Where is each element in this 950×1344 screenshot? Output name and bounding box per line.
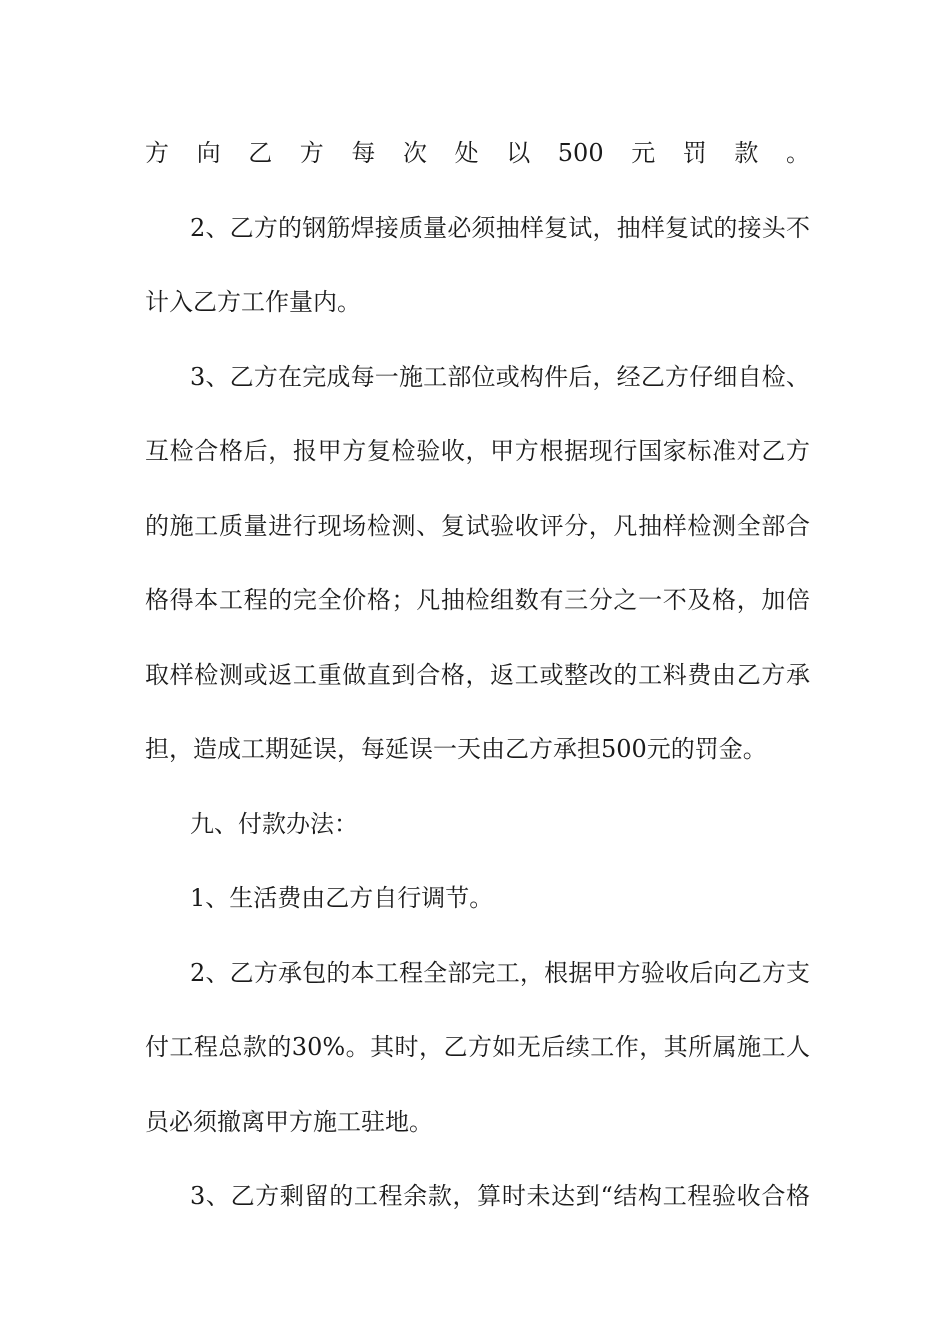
paragraph-line: 计入乙方工作量内。 (145, 288, 361, 316)
paragraph-line: 3、乙方在完成每一施工部位或构件后，经乙方仔细自检、 (190, 362, 810, 391)
paragraph-line: 格得本工程的完全价格；凡抽检组数有三分之一不及格，加倍 (145, 586, 810, 614)
paragraph-line: 1、生活费由乙方自行调节。 (190, 884, 494, 912)
paragraph-line: 的施工质量进行现场检测、复试验收评分，凡抽样检测全部合 (145, 511, 810, 540)
paragraph-line: 员必须撤离甲方施工驻地。 (145, 1107, 433, 1136)
paragraph-line: 付工程总款的30%。其时，乙方如无后续工作，其所属施工人 (145, 1033, 810, 1061)
paragraph-line: 取样检测或返工重做直到合格，返工或整改的工料费由乙方承 (145, 660, 810, 689)
paragraph-line: 担，造成工期延误，每延误一天由乙方承担500元的罚金。 (145, 735, 767, 763)
paragraph-line: 2、乙方的钢筋焊接质量必须抽样复试，抽样复试的接头不 (190, 213, 810, 242)
paragraph-line: 方向乙方每次处以500元罚款。 (145, 139, 810, 167)
paragraph-line: 3、乙方剩留的工程余款，算时未达到“结构工程验收合格 (190, 1182, 810, 1210)
paragraph-line: 互检合格后，报甲方复检验收，甲方根据现行国家标准对乙方 (145, 437, 810, 465)
document-body (145, 128, 810, 1246)
section-heading: 九、付款办法： (190, 809, 358, 838)
paragraph-line: 2、乙方承包的本工程全部完工，根据甲方验收后向乙方支 (190, 958, 810, 987)
